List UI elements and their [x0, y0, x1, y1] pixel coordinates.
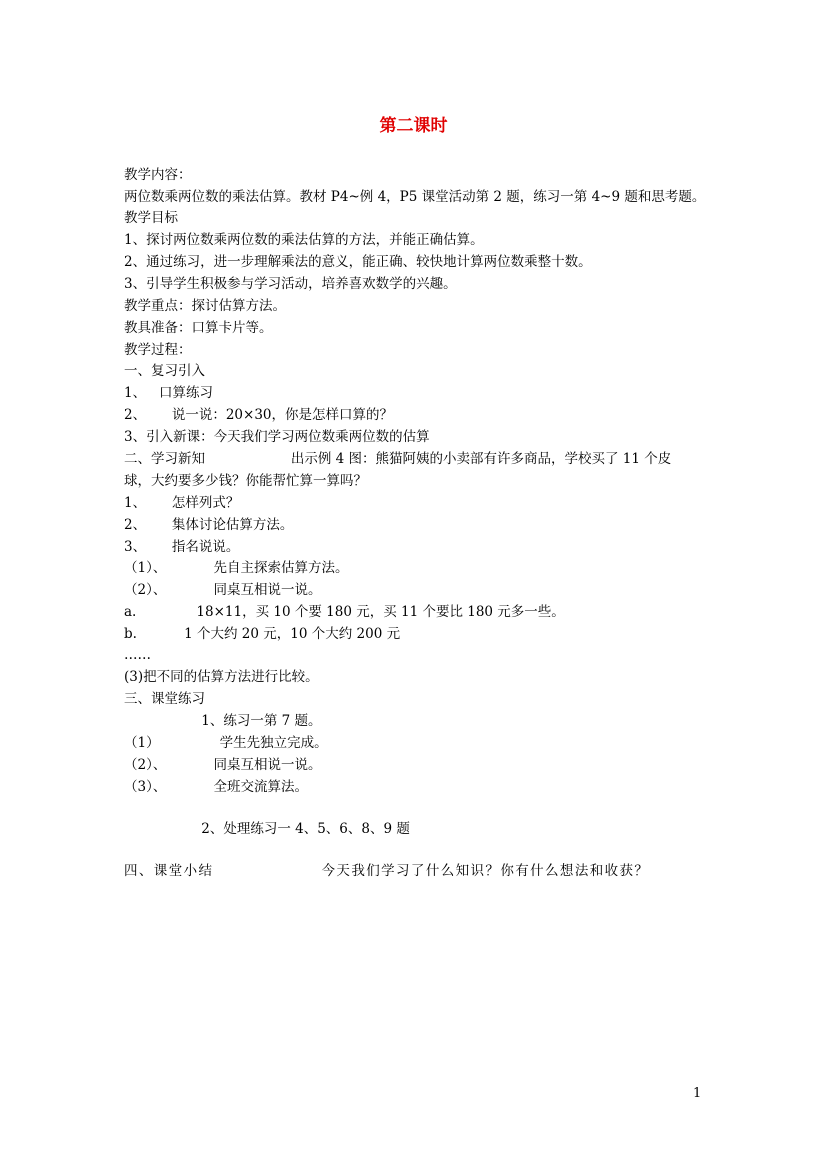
line-substep-1: （1）、 先自主探索估算方法。: [124, 560, 349, 576]
line-substep-3: (3)把不同的估算方法进行比较。: [124, 669, 319, 685]
line-practice-1b: （2）、 同桌互相说一说。: [124, 757, 322, 773]
line-goal-1: 1、探讨两位数乘两位数的乘法估算的方法，并能正确估算。: [124, 232, 484, 248]
line-materials: 教具准备：口算卡片等。: [124, 320, 273, 336]
line-goal-2: 2、通过练习，进一步理解乘法的意义，能正确、较快地计算两位数乘整十数。: [124, 254, 592, 270]
line-section-3: 三、课堂练习: [124, 691, 205, 707]
line-section-1: 一、复习引入: [124, 363, 205, 379]
line-method-a: a. 18×11，买 10 个要 180 元，买 11 个要比 180 元多一些。: [124, 604, 565, 620]
line-review-2: 2、 说一说：20×30，你是怎样口算的？: [124, 407, 394, 423]
line-step-3: 3、 指名说说。: [124, 539, 240, 555]
line-review-1: 1、 口算练习: [124, 385, 213, 401]
line-method-b: b. 1 个大约 20 元，10 个大约 200 元: [124, 626, 401, 642]
line-practice-1: 1、练习一第 7 题。: [124, 713, 322, 729]
line-process-heading: 教学过程：: [124, 342, 192, 358]
line-section-4: 四、课堂小结 今天我们学习了什么知识？你有什么想法和收获？: [124, 863, 650, 879]
line-key-point: 教学重点：探讨估算方法。: [124, 298, 286, 314]
page-number: 1: [693, 1086, 702, 1101]
line-goals-heading: 教学目标: [124, 210, 178, 226]
line-step-1: 1、 怎样列式？: [124, 495, 240, 511]
line-practice-2: 2、处理练习一 4、5、6、8、9 题: [124, 821, 410, 837]
line-practice-1c: （3）、 全班交流算法。: [124, 779, 309, 795]
page-title: 第二课时: [379, 116, 448, 136]
line-section-2: 二、学习新知 出示例 4 图：熊猫阿姨的小卖部有许多商品，学校买了 11 个皮: [124, 451, 672, 467]
line-content-body: 两位数乘两位数的乘法估算。教材 P4~例 4，P5 课堂活动第 2 题，练习一第 4~9 题和思考题。: [124, 189, 706, 205]
line-substep-2: （2）、 同桌互相说一说。: [124, 582, 322, 598]
line-goal-3: 3、引导学生积极参与学习活动，培养喜欢数学的兴趣。: [124, 276, 457, 292]
line-practice-1a: （1） 学生先独立完成。: [124, 735, 328, 751]
line-content-heading: 教学内容：: [124, 167, 192, 183]
line-ellipsis: ……: [124, 647, 151, 663]
line-review-3: 3、引入新课：今天我们学习两位数乘两位数的估算: [124, 429, 430, 445]
line-section-2-cont: 球，大约要多少钱？你能帮忙算一算吗？: [124, 473, 367, 489]
line-step-2: 2、 集体讨论估算方法。: [124, 517, 294, 533]
